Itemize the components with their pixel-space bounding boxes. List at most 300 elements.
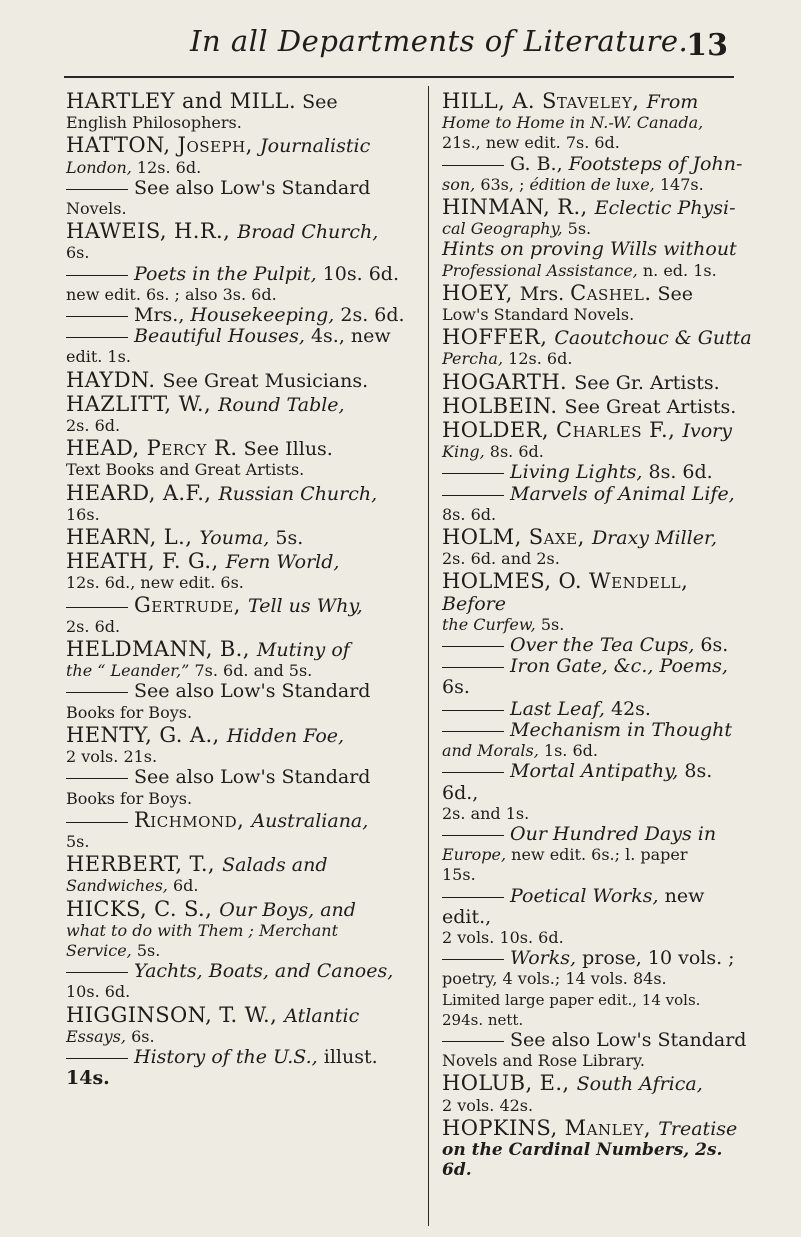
entry-author: HOLM, <box>442 525 529 550</box>
entry-text: Fern World, <box>225 551 340 574</box>
catalogue-entry <box>442 196 752 281</box>
entry-text: 12s. 6d. <box>131 157 202 177</box>
entry-text: on the Cardinal Numbers, 2s. 6d. <box>442 1139 723 1181</box>
ditto-dash <box>442 835 504 836</box>
ditto-dash <box>442 710 504 711</box>
entry-text: Europe, <box>442 845 507 865</box>
entry-text: Housekeeping, <box>190 304 335 327</box>
entry-text: King, <box>442 442 485 462</box>
entry-line <box>442 305 752 325</box>
ditto-dash <box>66 692 128 693</box>
entry-line <box>66 1027 416 1047</box>
entry-line <box>66 285 416 305</box>
entry-line <box>442 113 752 133</box>
entry-text: what to do with Them ; Merchant <box>66 920 339 940</box>
entry-line <box>442 282 752 305</box>
entry-text: Russian Church, <box>218 482 378 505</box>
entry-line <box>442 720 752 741</box>
entry-text: poetry, 4 vols.; 14 vols. 84s. <box>442 969 667 989</box>
entry-text: 7s. 6d. and 5s. <box>189 661 313 681</box>
catalogue-entry <box>66 393 416 436</box>
entry-line <box>66 220 416 243</box>
entry-text: Low's Standard Novels. <box>442 305 635 325</box>
entry-line <box>66 505 416 525</box>
catalogue-entry <box>442 1072 752 1115</box>
entry-text: Mutiny of <box>256 639 350 662</box>
entry-author: Joseph, <box>177 133 261 158</box>
entry-line <box>66 393 416 416</box>
entry-line <box>442 928 752 948</box>
entry-text: Living Lights, <box>510 461 643 484</box>
catalogue-entry <box>66 638 416 723</box>
entry-line <box>442 1030 752 1051</box>
entry-line <box>442 990 752 1010</box>
entry-author: HERBERT, T., <box>66 852 223 877</box>
entry-line <box>442 239 752 260</box>
entry-text: Salads and <box>222 854 328 877</box>
entry-text: 21s., new edit. 7s. 6d. <box>442 133 620 153</box>
entry-text: illust. <box>317 1045 378 1068</box>
entry-text: See also Low's Standard <box>134 766 371 789</box>
entry-text: Our Hundred Days in <box>510 822 717 845</box>
entry-line <box>66 638 416 661</box>
entry-line <box>66 681 416 702</box>
entry-author: HICKS, C. S., <box>66 896 220 921</box>
entry-text: n. ed. 1s. <box>637 260 717 280</box>
entry-text: 2s. 6d. <box>334 304 405 327</box>
column-divider <box>428 86 429 1226</box>
entry-line <box>66 482 416 505</box>
entry-line <box>442 948 752 969</box>
entry-text: Professional Assistance, <box>442 260 638 280</box>
catalogue-entry <box>66 724 416 852</box>
entry-text: Over the Tea Cups, <box>510 634 695 657</box>
entry-author: HOPKINS, <box>442 1115 565 1140</box>
entry-text: Text Books and Great Artists. <box>66 460 305 480</box>
entry-text: 4s., new <box>304 325 391 348</box>
entry-text: Mechanism in Thought <box>510 718 732 741</box>
entry-line <box>442 526 752 549</box>
ditto-dash <box>442 473 504 474</box>
entry-text: 14s. <box>66 1067 110 1090</box>
catalogue-entry <box>442 526 752 569</box>
entry-line <box>442 845 752 865</box>
entry-text: the Curfew, <box>442 614 536 634</box>
entry-text: 5s. <box>562 219 592 239</box>
entry-line <box>66 767 416 788</box>
catalogue-entry <box>66 898 416 1003</box>
entry-text: Journalistic <box>260 135 371 158</box>
entry-line <box>66 617 416 637</box>
entry-text: See also Low's Standard <box>134 680 371 703</box>
entry-line <box>442 419 752 442</box>
entry-text: Youma, <box>199 527 270 550</box>
ditto-dash <box>66 189 128 190</box>
entry-line <box>442 969 752 989</box>
entry-text: 2 vols. 21s. <box>66 747 158 767</box>
entry-text: 5s. <box>66 831 90 851</box>
catalogue-entry <box>442 419 752 525</box>
ditto-dash <box>442 897 504 898</box>
entry-line <box>66 724 416 747</box>
entry-text: Poets in the Pulpit, <box>134 262 317 285</box>
entry-text: History of the U.S., <box>134 1045 318 1068</box>
catalogue-entry <box>66 482 416 525</box>
entry-text: Atlantic <box>284 1004 360 1027</box>
entry-line <box>66 876 416 896</box>
entry-text: cal Geography, <box>442 219 563 239</box>
entry-text: Service, <box>66 940 132 960</box>
entry-line <box>66 661 416 681</box>
entry-author: HEARN, L., <box>66 525 200 550</box>
entry-line <box>66 853 416 876</box>
entry-line <box>66 921 416 941</box>
entry-author: HILL, A. <box>442 89 542 113</box>
header-rule <box>64 76 734 78</box>
entry-line <box>66 898 416 921</box>
ditto-dash <box>66 607 128 608</box>
entry-line <box>442 133 752 153</box>
entry-text: Iron Gate, &c., Poems, <box>510 655 728 678</box>
entry-line <box>66 158 416 178</box>
entry-author: HATTON, <box>66 133 178 158</box>
entry-text: Round Table, <box>218 393 345 416</box>
entry-text: Before <box>442 592 507 615</box>
entry-text: 6d. <box>167 876 199 896</box>
entry-line <box>442 824 752 845</box>
entry-text: 2s. and 1s. <box>442 803 530 823</box>
entry-line <box>66 305 416 326</box>
entry-line <box>66 90 416 113</box>
entry-author: HEAD, <box>66 436 147 461</box>
entry-text: edit. 1s. <box>66 347 131 367</box>
entry-line <box>66 809 416 832</box>
ditto-dash <box>442 667 504 668</box>
entry-text: 2 vols. 42s. <box>442 1095 534 1115</box>
entry-line <box>442 886 752 928</box>
entry-text: Caoutchouc & Gutta <box>554 327 752 350</box>
entry-author: HELDMANN, B., <box>66 637 257 662</box>
entry-text: Broad Church, <box>237 221 379 244</box>
entry-text: 147s. <box>654 174 704 194</box>
entry-line <box>66 1068 416 1089</box>
entry-line <box>442 326 752 349</box>
entry-text: 1s. 6d. <box>538 741 598 761</box>
entry-text: the “ Leander,” <box>66 661 190 681</box>
entry-text: Sandwiches, <box>66 876 168 896</box>
catalogue-entry <box>66 220 416 367</box>
entry-line <box>442 371 752 394</box>
entry-text: 42s. <box>604 697 651 720</box>
entry-line <box>66 113 416 133</box>
entry-author: HARTLEY and MILL. <box>66 89 297 113</box>
entry-author: Saxe, <box>528 525 592 550</box>
entry-line <box>442 699 752 720</box>
entry-text: G. B., <box>510 152 569 175</box>
entry-text: Essays, <box>66 1026 126 1046</box>
entry-text: Our Boys, and <box>219 898 356 921</box>
entry-text: Limited large paper edit., 14 vols. <box>442 990 701 1009</box>
entry-author: Wendell, <box>589 569 689 594</box>
entry-line <box>66 416 416 436</box>
entry-line <box>66 747 416 767</box>
entry-line <box>66 199 416 219</box>
entry-line <box>442 615 752 635</box>
entry-author: Manley, <box>564 1115 659 1140</box>
entry-line <box>442 442 752 462</box>
entry-text: and Morals, <box>442 741 539 761</box>
entry-line <box>66 437 416 460</box>
entry-text: From <box>646 91 699 113</box>
entry-line <box>66 347 416 367</box>
entry-text: 8s. 6d. <box>484 442 544 462</box>
entry-author: HEARD, A.F., <box>66 480 219 505</box>
entry-text: Mortal Antipathy, <box>510 760 679 783</box>
entry-text: See <box>296 91 338 113</box>
entry-text: Home to Home in N.-W. Canada, <box>442 113 704 133</box>
entry-text: 6s. <box>125 1026 155 1046</box>
ditto-dash <box>66 822 128 823</box>
entry-text: Books for Boys. <box>66 702 193 722</box>
entry-author: HOLBEIN. <box>442 393 565 418</box>
entry-line <box>66 703 416 723</box>
entry-line <box>66 961 416 982</box>
entry-author: HAYDN. <box>66 367 163 392</box>
ditto-dash <box>66 972 128 973</box>
entry-text: new edit., <box>442 884 705 928</box>
ditto-dash <box>442 1041 504 1042</box>
entry-text: Treatise <box>658 1117 738 1140</box>
right-column <box>442 90 752 1181</box>
ditto-dash <box>442 772 504 773</box>
entry-text: See <box>651 282 694 305</box>
entry-line <box>442 1051 752 1071</box>
running-title: In all Departments of Literature. <box>190 24 689 58</box>
catalogue-entry <box>66 134 416 219</box>
entry-text: 5s. <box>269 527 304 550</box>
entry-text: 10s. 6d. <box>66 982 131 1002</box>
entry-line <box>442 761 752 803</box>
entry-line <box>66 460 416 480</box>
catalogue-entry <box>442 90 752 195</box>
entry-text: 2s. 6d. <box>66 616 121 636</box>
catalogue-entry <box>442 570 752 1071</box>
entry-text: Last Leaf, <box>510 697 605 720</box>
entry-author: HAWEIS, H.R., <box>66 219 238 244</box>
entry-author: Percy R. <box>146 436 238 461</box>
catalogue-entry <box>442 395 752 418</box>
entry-line <box>442 1096 752 1116</box>
entry-line <box>442 865 752 885</box>
entry-author: HEATH, F. G., <box>66 549 226 574</box>
entry-line <box>66 243 416 263</box>
entry-line <box>442 462 752 483</box>
entry-line <box>66 832 416 852</box>
entry-text: Hidden Foe, <box>226 724 345 747</box>
entry-author: HINMAN, R., <box>442 195 595 220</box>
ditto-dash <box>66 778 128 779</box>
entry-line <box>442 395 752 418</box>
ditto-dash <box>442 731 504 732</box>
entry-text: Ivory <box>682 420 732 443</box>
entry-text: 16s. <box>66 504 100 524</box>
entry-text: Mrs., <box>134 304 191 327</box>
entry-text: 5s. <box>535 614 565 634</box>
entry-text: Eclectic Physi- <box>594 197 736 220</box>
left-column <box>66 90 416 1090</box>
entry-line <box>66 326 416 347</box>
entry-author: HOLUB, E., <box>442 1071 577 1096</box>
entry-line <box>66 550 416 573</box>
entry-author: HOFFER, <box>442 325 555 350</box>
entry-text: See Gr. Artists. <box>574 371 720 394</box>
entry-author: HOLMES, O. <box>442 569 590 594</box>
entry-line <box>442 1117 752 1140</box>
entry-line <box>66 134 416 157</box>
entry-text: Hints on proving Wills without <box>442 238 737 261</box>
entry-text: Beautiful Houses, <box>134 325 305 348</box>
entry-text: 15s. <box>442 865 476 885</box>
entry-text: Yachts, Boats, and Canoes, <box>134 960 394 983</box>
entry-text: 2 vols. 10s. 6d. <box>442 927 564 947</box>
entry-line <box>66 941 416 961</box>
entry-line <box>66 369 416 392</box>
catalogue-entry <box>66 526 416 549</box>
ditto-dash <box>442 165 504 166</box>
entry-line <box>442 570 752 614</box>
entry-line <box>442 175 752 195</box>
catalogue-entry <box>442 282 752 325</box>
entry-line <box>442 1010 752 1030</box>
entry-line <box>442 196 752 219</box>
catalogue-entry <box>442 326 752 369</box>
entry-line <box>442 741 752 761</box>
entry-text: Novels. <box>66 199 127 219</box>
entry-line <box>66 1004 416 1027</box>
entry-text: son, <box>442 174 476 194</box>
entry-text: 10s. 6d. <box>316 262 399 285</box>
entry-text: South Africa, <box>576 1073 703 1096</box>
entry-line <box>66 178 416 199</box>
entry-text: 6s. <box>66 243 90 263</box>
entry-text: 2s. 6d. and 2s. <box>442 549 560 569</box>
entry-text: Mrs. <box>519 282 571 305</box>
entry-text: 63s, ; <box>475 174 530 194</box>
entry-text: 6s. <box>694 634 729 657</box>
entry-line <box>442 635 752 656</box>
catalogue-entry <box>66 1004 416 1090</box>
entry-text: new edit. 6s. ; also 3s. 6d. <box>66 284 277 304</box>
ditto-dash <box>66 316 128 317</box>
entry-author: Charles F., <box>556 418 683 443</box>
entry-line <box>442 804 752 824</box>
entry-text: Footsteps of John- <box>568 152 743 175</box>
catalogue-entry <box>442 1117 752 1181</box>
entry-line <box>442 90 752 113</box>
entry-text: Books for Boys. <box>66 788 193 808</box>
catalogue-entry <box>66 550 416 637</box>
entry-text: 8s. 6d. <box>442 504 497 524</box>
entry-line <box>442 1072 752 1095</box>
ditto-dash <box>66 1058 128 1059</box>
ditto-dash <box>66 337 128 338</box>
entry-text: See Great Artists. <box>564 395 737 418</box>
entry-text: 12s. 6d. <box>503 349 573 369</box>
entry-line <box>442 349 752 369</box>
entry-line <box>442 154 752 175</box>
entry-text: Australiana, <box>251 809 369 832</box>
entry-text: Poetical Works, <box>510 884 659 907</box>
entry-author: Cashel. <box>570 280 652 305</box>
entry-line <box>442 549 752 569</box>
entry-author: HIGGINSON, T. W., <box>66 1002 285 1027</box>
ditto-dash <box>442 495 504 496</box>
entry-text: 8s. 6d., <box>442 760 713 804</box>
entry-text: 5s. <box>131 940 161 960</box>
entry-text: See Great Musicians. <box>162 369 369 392</box>
entry-text: Percha, <box>442 349 504 369</box>
entry-author: HAZLITT, W., <box>66 391 219 416</box>
entry-line <box>442 261 752 281</box>
entry-text: See Illus. <box>237 438 333 461</box>
entry-author: Gertrude, <box>134 592 249 617</box>
entry-text: English Philosophers. <box>66 113 242 133</box>
entry-line <box>66 573 416 593</box>
entry-text: 2s. 6d. <box>66 416 121 436</box>
entry-text: See also Low's Standard <box>134 176 371 199</box>
entry-text: 294s. nett. <box>442 1010 524 1029</box>
entry-author: HOEY, <box>442 280 520 305</box>
entry-author: Richmond, <box>134 807 252 832</box>
entry-line <box>442 1140 752 1180</box>
ditto-dash <box>442 959 504 960</box>
ditto-dash <box>66 275 128 276</box>
catalogue-entry <box>66 369 416 392</box>
catalogue-entry <box>66 90 416 133</box>
entry-text: Tell us Why, <box>248 594 363 617</box>
entry-text: London, <box>66 157 132 177</box>
entry-text: new edit. 6s.; l. paper <box>506 845 688 865</box>
entry-line <box>66 526 416 549</box>
entry-text: Works, <box>510 947 577 970</box>
entry-line <box>442 656 752 698</box>
entry-author: Staveley, <box>541 89 647 113</box>
entry-text: édition de luxe, <box>529 174 655 194</box>
entry-line <box>66 264 416 285</box>
catalogue-entry <box>66 853 416 896</box>
catalogue-entry <box>442 371 752 394</box>
page-header <box>60 6 740 70</box>
page-number: 13 <box>686 28 728 63</box>
entry-text: prose, 10 vols. ; <box>576 947 735 970</box>
entry-text: See also Low's Standard <box>510 1028 747 1051</box>
entry-text: Novels and Rose Library. <box>442 1051 645 1071</box>
entry-author: HENTY, G. A., <box>66 722 227 747</box>
entry-text: Draxy Miller, <box>591 527 718 550</box>
entry-line <box>442 219 752 239</box>
entry-line <box>442 505 752 525</box>
entry-text: 12s. 6d., new edit. 6s. <box>66 573 244 593</box>
entry-text: 6s. <box>442 676 470 699</box>
entry-line <box>66 789 416 809</box>
catalogue-entry <box>66 437 416 480</box>
ditto-dash <box>442 646 504 647</box>
entry-author: HOGARTH. <box>442 369 575 394</box>
entry-text: Marvels of Animal Life, <box>510 482 735 505</box>
entry-line <box>66 1047 416 1068</box>
entry-line <box>66 982 416 1002</box>
entry-text: 8s. 6d. <box>642 461 713 484</box>
